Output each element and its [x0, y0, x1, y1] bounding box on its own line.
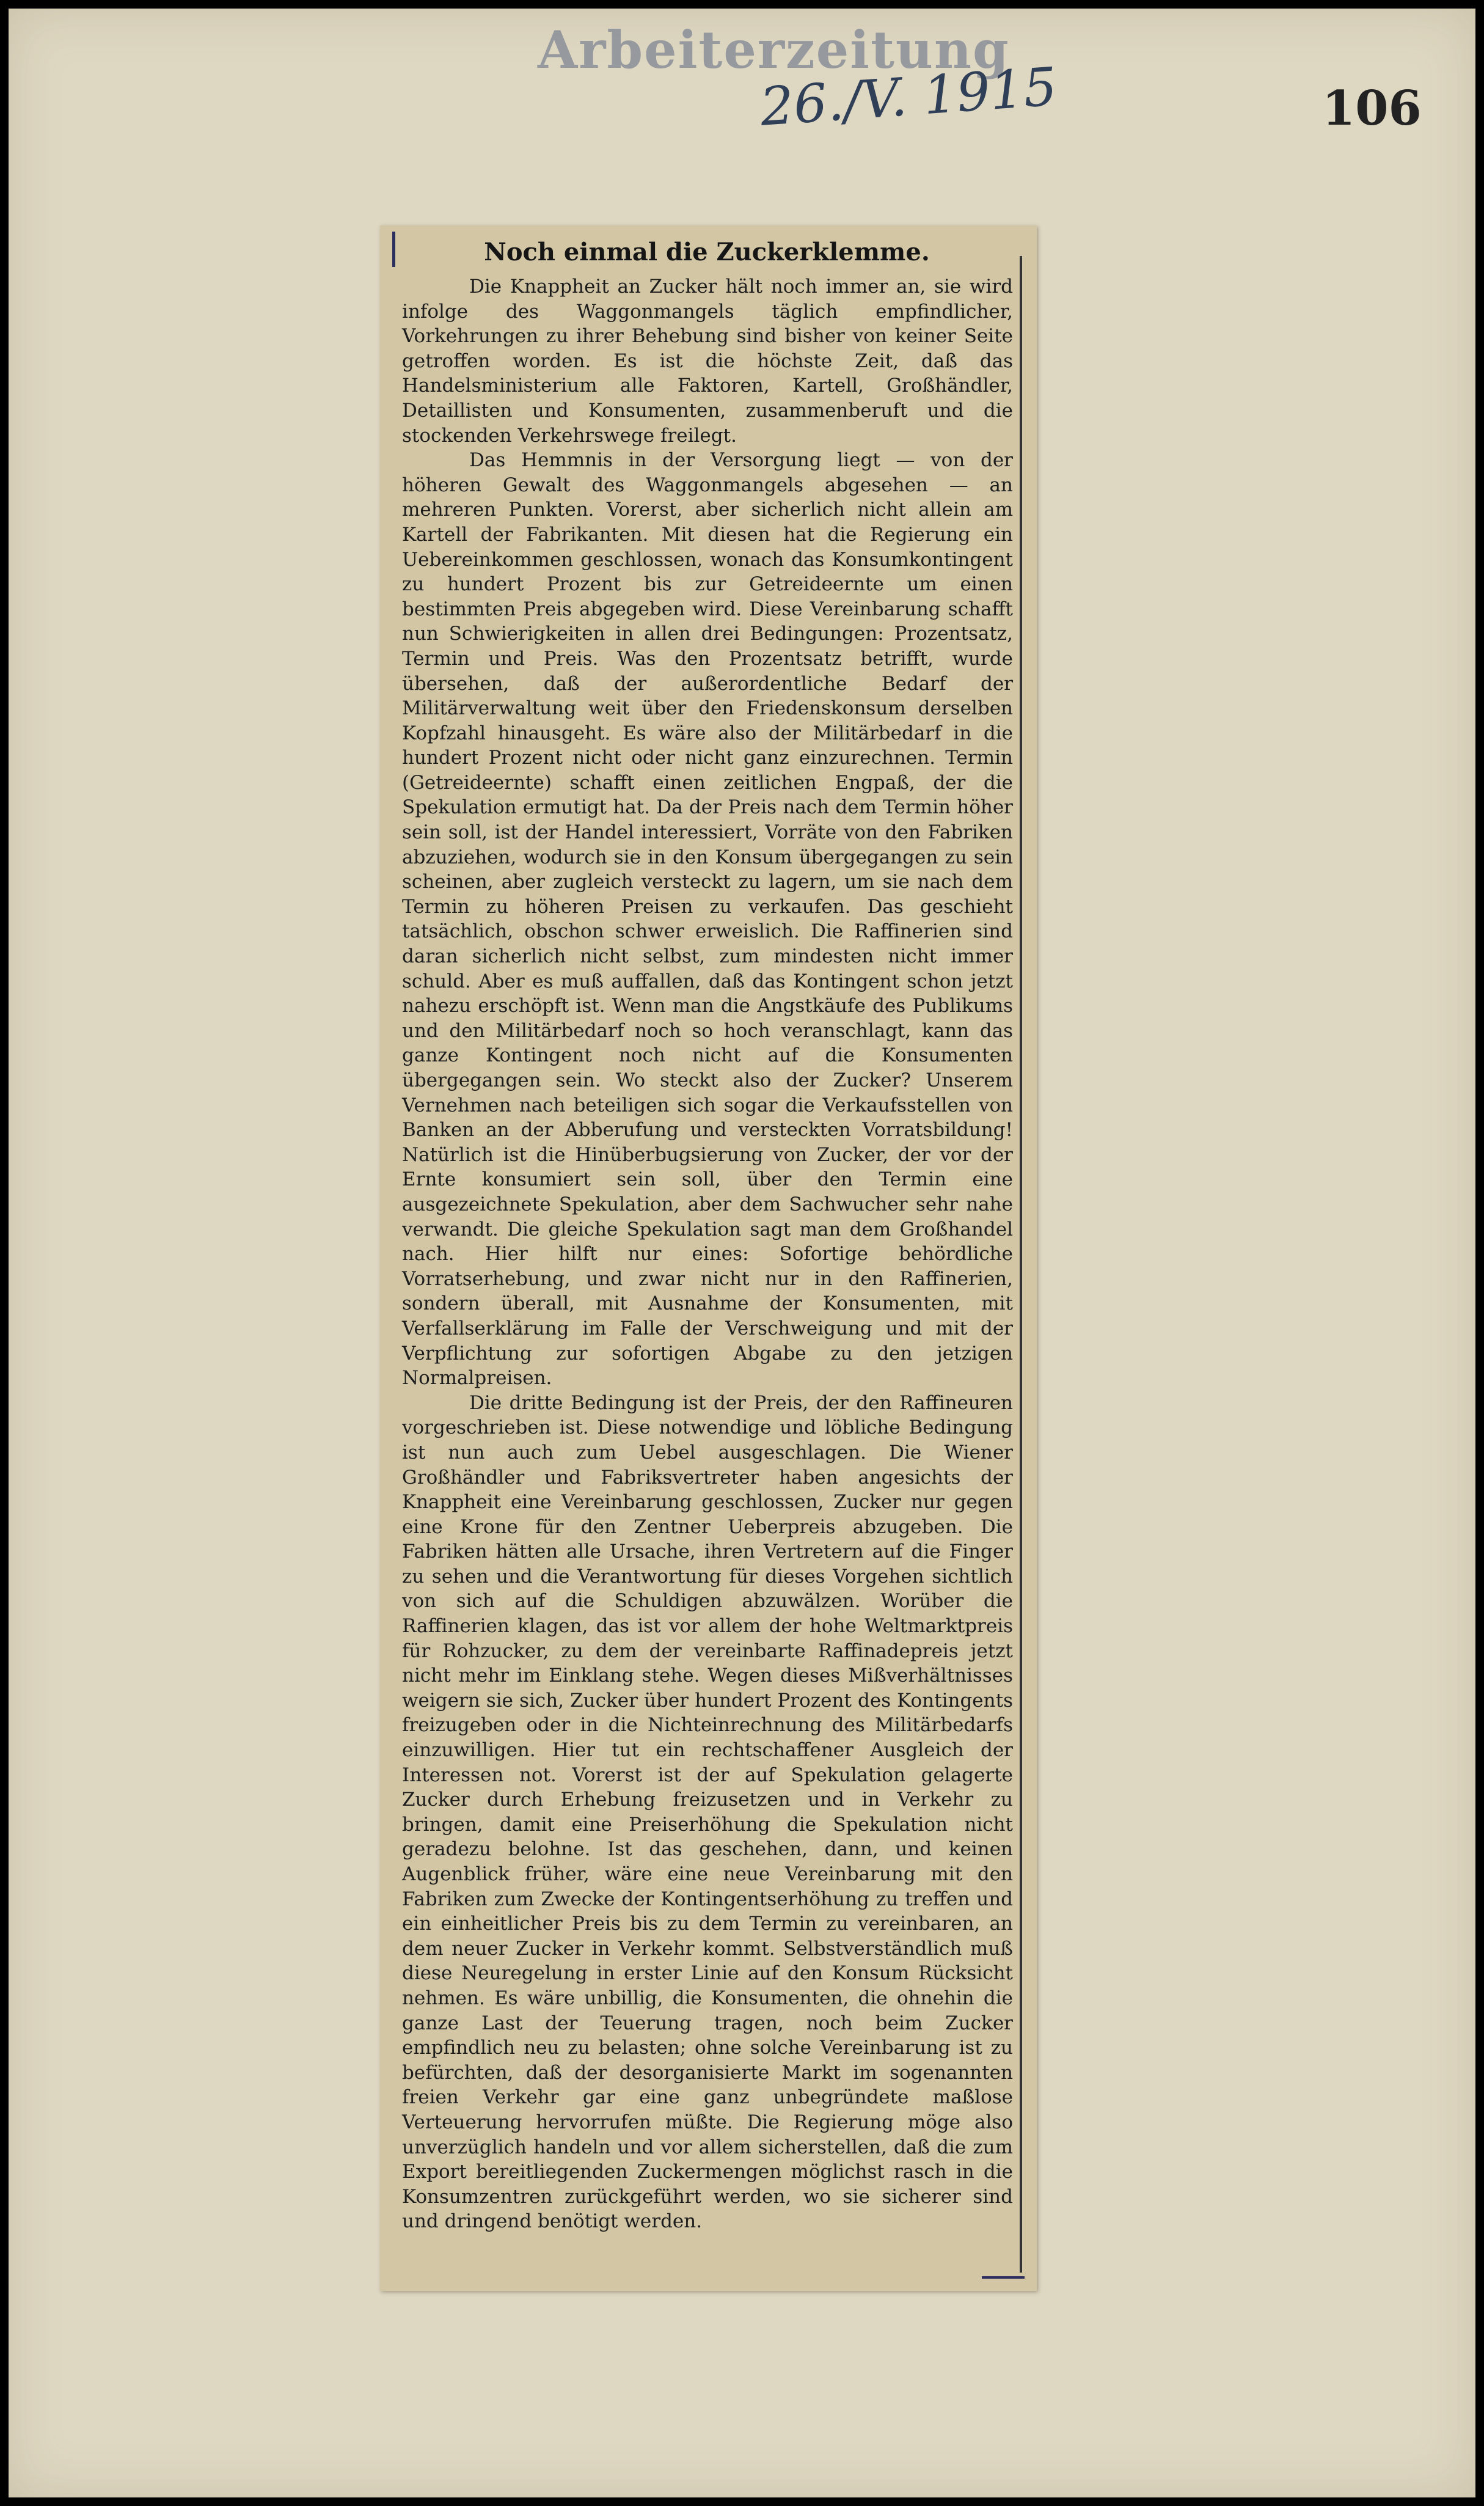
- newspaper-stamp: Arbeiterzeitung: [538, 20, 1010, 80]
- clipping-column-rule: [1020, 256, 1022, 2273]
- clipping-bottom-rule: [982, 2276, 1025, 2279]
- article-paragraph: Die dritte Bedingung ist der Preis, der den Raffineuren vorgeschrieben ist. Diese notwendige und löbliche Bedingung ist nun auch zum Uebel ausgeschlagen. Die Wiener Großhändler und Fabriksvertreter haben angesichts der Knappheit eine Vereinbarung geschlossen, Zucker nur gegen eine Krone für den Zentner Ueberpreis abzugeben. Die Fabriken hätten alle Ursache, ihren Vertretern auf die Finger zu sehen und die Verantwortung für dieses Vorgehen sichtlich von sich auf die Schuldigen abzuwälzen. Worüber die Raffinerien klagen, das ist vor allem der hohe Weltmarktpreis für Rohzucker, zu dem der vereinbarte Raffinadepreis jetzt nicht mehr im Einklang stehe. Wegen dieses Mißverhältnisses weigern sie sich, Zucker über hundert Prozent des Kontingents freizugeben oder in die Nichteinrechnung des Militärbedarfs einzuwilligen. Hier tut ein rechtschaffener Ausgleich der Interessen not. Vorerst ist der auf Spekulation gelagerte Zucker durch Erhebung freizusetzen und in Verkehr zu bringen, damit eine Preiserhöhung die Spekulation nicht geradezu belohne. Ist das geschehen, dann, und keinen Augenblick früher, wäre eine neue Vereinbarung mit den Fabriken zum Zwecke der Kontingentserhöhung zu treffen und ein einheitlicher Preis bis zu dem Termin zu vereinbaren, an dem neuer Zucker in Verkehr kommt. Selbstverständlich muß diese Neuregelung in erster Linie auf den Konsum Rücksicht nehmen. Es wäre unbillig, die Konsumenten, die ohnehin die ganze Last der Teuerung tragen, noch beim Zucker empfindlich neu zu belasten; ohne solche Vereinbarung ist zu befürchten, daß der desorganisierte Markt im sogenannten freien Verkehr gar eine ganz unbegründete maßlose Verteuerung hervorrufen müßte. Die Regierung möge also unverzüglich handeln und vor allem sicherstellen, daß die zum Export bereitliegenden Zuckermengen möglichst rasch in die Konsumzentren zurückgeführt werden, wo sie sicherer sind und dringend benötigt werden.: [402, 1391, 1013, 2233]
- newspaper-clipping: [380, 225, 1037, 2291]
- article-body: [402, 274, 1013, 2234]
- archive-sheet: [9, 9, 1475, 2497]
- page-number: 106: [1322, 81, 1422, 136]
- article-paragraph: Das Hemmnis in der Versorgung liegt — von der höheren Gewalt des Waggonmangels abgesehen — an mehreren Punkten. Vorerst, aber sicherlich nicht allein am Kartell der Fabrikanten. Mit diesen hat die Regierung ein Uebereinkommen geschlossen, wonach das Konsumkontingent zu hundert Prozent bis zur Getreideernte um einen bestimmten Preis abgegeben wird. Diese Vereinbarung schafft nun Schwierigkeiten in allen drei Bedingungen: Prozentsatz, Termin und Preis. Was den Prozentsatz betrifft, wurde übersehen, daß der außerordentliche Bedarf der Militärverwaltung weit über den Friedenskonsum derselben Kopfzahl hinausgeht. Es wäre also der Militärbedarf in die hundert Prozent nicht oder nicht ganz einzurechnen. Termin (Getreideernte) schafft einen zeitlichen Engpaß, der die Spekulation ermutigt hat. Da der Preis nach dem Termin höher sein soll, ist der Handel interessiert, Vorräte von den Fabriken abzuziehen, wodurch sie in den Konsum übergegangen zu sein scheinen, aber zugleich versteckt zu lagern, um sie nach dem Termin zu höheren Preisen zu verkaufen. Das geschieht tatsächlich, obschon schwer erweislich. Die Raffinerien sind daran sicherlich nicht selbst, zum mindesten nicht immer schuld. Aber es muß auffallen, daß das Kontingent schon jetzt nahezu erschöpft ist. Wenn man die Angstkäufe des Publikums und den Militärbedarf noch so hoch veranschlagt, kann das ganze Kontingent noch nicht auf die Konsumenten übergegangen sein. Wo steckt also der Zucker? Unserem Vernehmen nach beteiligen sich sogar die Verkaufsstellen von Banken an der Abberufung und versteckten Vorratsbildung! Natürlich ist die Hinüberbugsierung von Zucker, der vor der Ernte konsumiert sein soll, über den Termin eine ausgezeichnete Spekulation, aber dem Sachwucher sehr nahe verwandt. Die gleiche Spekulation sagt man dem Großhandel nach. Hier hilft nur eines: Sofortige behördliche Vorratserhebung, und zwar nicht nur in den Raffinerien, sondern überall, mit Ausnahme der Konsumenten, mit Verfallserklärung im Falle der Verschweigung und mit der Verpflichtung zur sofortigen Abgabe zu den jetzigen Normalpreisen.: [402, 449, 1013, 1390]
- article-title: Noch einmal die Zuckerklemme.: [484, 238, 930, 266]
- clipping-left-rule: [392, 232, 395, 267]
- article-paragraph: Die Knappheit an Zucker hält noch immer an, sie wird infolge des Waggonmangels täglich empfindlicher, Vorkehrungen zu ihrer Behebung sind bisher von keiner Seite getroffen worden. Es ist die höchste Zeit, daß das Handelsministerium alle Faktoren, Kartell, Großhändler, Detaillisten und Konsumenten, zusammenberuft und die stockenden Verkehrswege freilegt.: [402, 276, 1013, 447]
- handwritten-date: 26./V. 1915: [758, 56, 1059, 138]
